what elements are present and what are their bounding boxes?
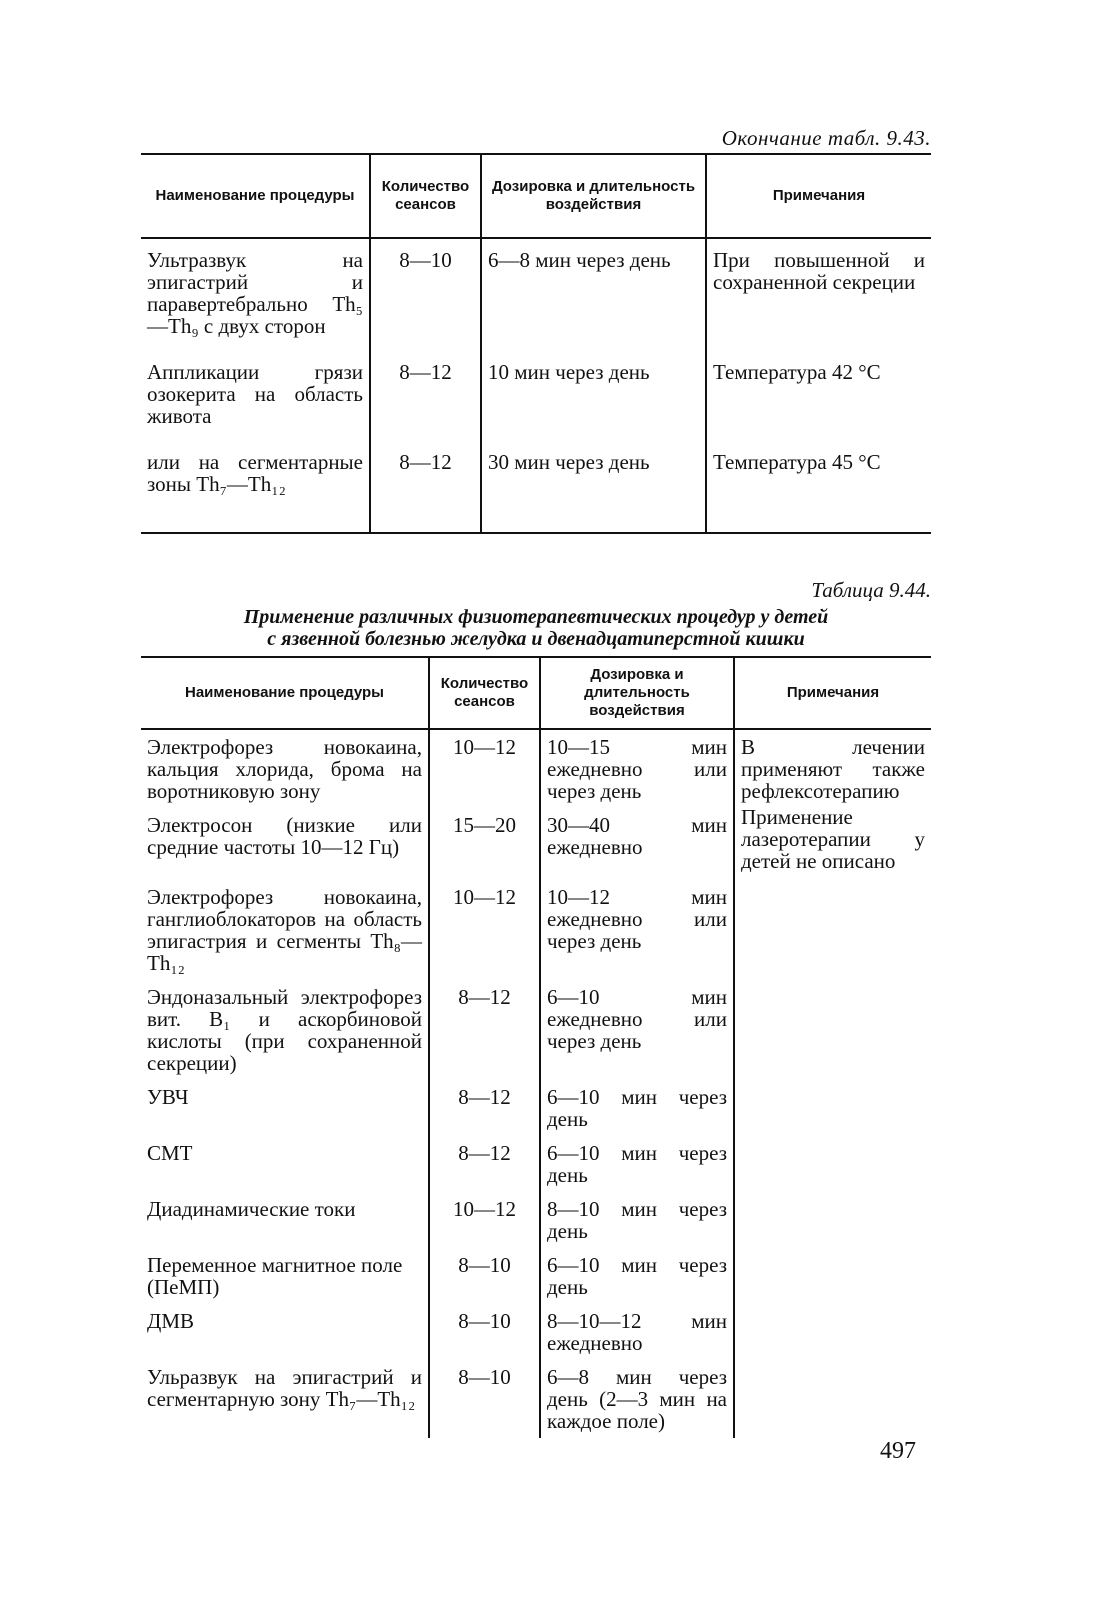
procedure-name: или на сегментарные зоны Th₇—Th₁₂ bbox=[147, 450, 363, 496]
procedure-name: Электросон (низкие или средние частоты 10—12 Гц) bbox=[147, 813, 422, 859]
header-dosage: Дозировка и длительность воздействия bbox=[481, 154, 706, 238]
header-procedure: Наименование процедуры bbox=[141, 154, 370, 238]
header-sessions: Количество сеансов bbox=[370, 154, 481, 238]
dosage: 6—10 мин через день bbox=[540, 1136, 734, 1192]
sessions-count: 8—12 bbox=[370, 441, 481, 533]
procedure-name: Диадинамические токи bbox=[147, 1197, 356, 1221]
header-sessions: Количество сеансов bbox=[429, 657, 540, 729]
sessions-count: 10—12 bbox=[429, 880, 540, 980]
sessions-count: 8—10 bbox=[370, 238, 481, 351]
table-row bbox=[141, 729, 931, 808]
sessions-count: 8—10 bbox=[429, 1304, 540, 1360]
dosage: 10—15 мин ежедневно или через день bbox=[540, 729, 734, 808]
dosage: 8—10—12 мин ежедневно bbox=[540, 1304, 734, 1360]
procedure-name: Ультразвук на эпигастрий и паравертебрально Th₅—Th₉ с двух сторон bbox=[147, 248, 363, 338]
dosage: 30 мин через день bbox=[481, 441, 706, 533]
procedure-name: Ульразвук на эпигастрий и сегментарную зону Th₇—Th₁₂ bbox=[147, 1365, 422, 1411]
sessions-count: 8—12 bbox=[429, 1080, 540, 1136]
sessions-count: 8—12 bbox=[370, 351, 481, 441]
procedure-name: Эндоназальный электрофорез вит. B₁ и аскорбиновой кислоты (при сохраненной секреции) bbox=[147, 985, 422, 1075]
sessions-count: 8—12 bbox=[429, 1136, 540, 1192]
dosage: 6—8 мин через день (2—3 мин на каждое поле) bbox=[540, 1360, 734, 1438]
header-notes: Примечания bbox=[734, 657, 931, 729]
table-title-line-2: с язвенной болезнью желудка и двенадцатиперстной кишки bbox=[267, 628, 805, 650]
dosage: 10—12 мин ежедневно или через день bbox=[540, 880, 734, 980]
notes: При повышенной и сохраненной секреции bbox=[706, 238, 931, 351]
sessions-count: 8—10 bbox=[429, 1248, 540, 1304]
table-9-43-end bbox=[141, 153, 931, 534]
procedure-name: Электрофорез новокаина, ганглиоблокаторов на область эпигастрия и сегменты Th₈—Th₁₂ bbox=[147, 885, 422, 975]
procedure-name: СМТ bbox=[147, 1141, 193, 1165]
page-number: 497 bbox=[880, 1438, 916, 1464]
note-item: Применение лазеротерапии у детей не описано bbox=[741, 805, 925, 873]
dosage: 6—8 мин через день bbox=[481, 238, 706, 351]
table-row bbox=[141, 441, 931, 533]
sessions-count: 8—12 bbox=[429, 980, 540, 1080]
dosage: 6—10 мин ежедневно или через день bbox=[540, 980, 734, 1080]
procedure-name: УВЧ bbox=[147, 1085, 189, 1109]
dosage: 6—10 мин через день bbox=[540, 1080, 734, 1136]
note-item: В лечении применяют также рефлексотерапию bbox=[741, 735, 925, 803]
table-header-row bbox=[141, 154, 931, 238]
table-title-line-1: Применение различных физиотерапевтических процедур у детей bbox=[243, 606, 829, 628]
sessions-count: 8—10 bbox=[429, 1360, 540, 1438]
notes: Температура 42 °С bbox=[706, 351, 931, 441]
table-title bbox=[141, 606, 931, 650]
continuation-label: Окончание табл. 9.43. bbox=[721, 126, 931, 150]
procedure-name: Переменное магнитное поле (ПеМП) bbox=[147, 1253, 403, 1299]
dosage: 8—10 мин через день bbox=[540, 1192, 734, 1248]
table-9-44 bbox=[141, 656, 931, 1438]
dosage: 6—10 мин через день bbox=[540, 1248, 734, 1304]
dosage: 10 мин через день bbox=[481, 351, 706, 441]
notes-cell bbox=[734, 729, 931, 1438]
table-number: Таблица 9.44. bbox=[811, 578, 931, 602]
procedure-name: Электрофорез новокаина, кальция хлорида, брома на воротниковую зону bbox=[147, 735, 422, 803]
procedure-name: ДМВ bbox=[147, 1309, 195, 1333]
header-notes: Примечания bbox=[706, 154, 931, 238]
table-row bbox=[141, 351, 931, 441]
sessions-count: 10—12 bbox=[429, 729, 540, 808]
procedure-name: Аппликации грязи озокерита на область живота bbox=[147, 360, 363, 428]
header-procedure: Наименование процедуры bbox=[141, 657, 429, 729]
table-header-row bbox=[141, 657, 931, 729]
sessions-count: 10—12 bbox=[429, 1192, 540, 1248]
notes: Температура 45 °С bbox=[706, 441, 931, 533]
header-dosage: Дозировка и длительность воздействия bbox=[540, 657, 734, 729]
table-row bbox=[141, 238, 931, 351]
dosage: 30—40 мин ежедневно bbox=[540, 808, 734, 880]
sessions-count: 15—20 bbox=[429, 808, 540, 880]
